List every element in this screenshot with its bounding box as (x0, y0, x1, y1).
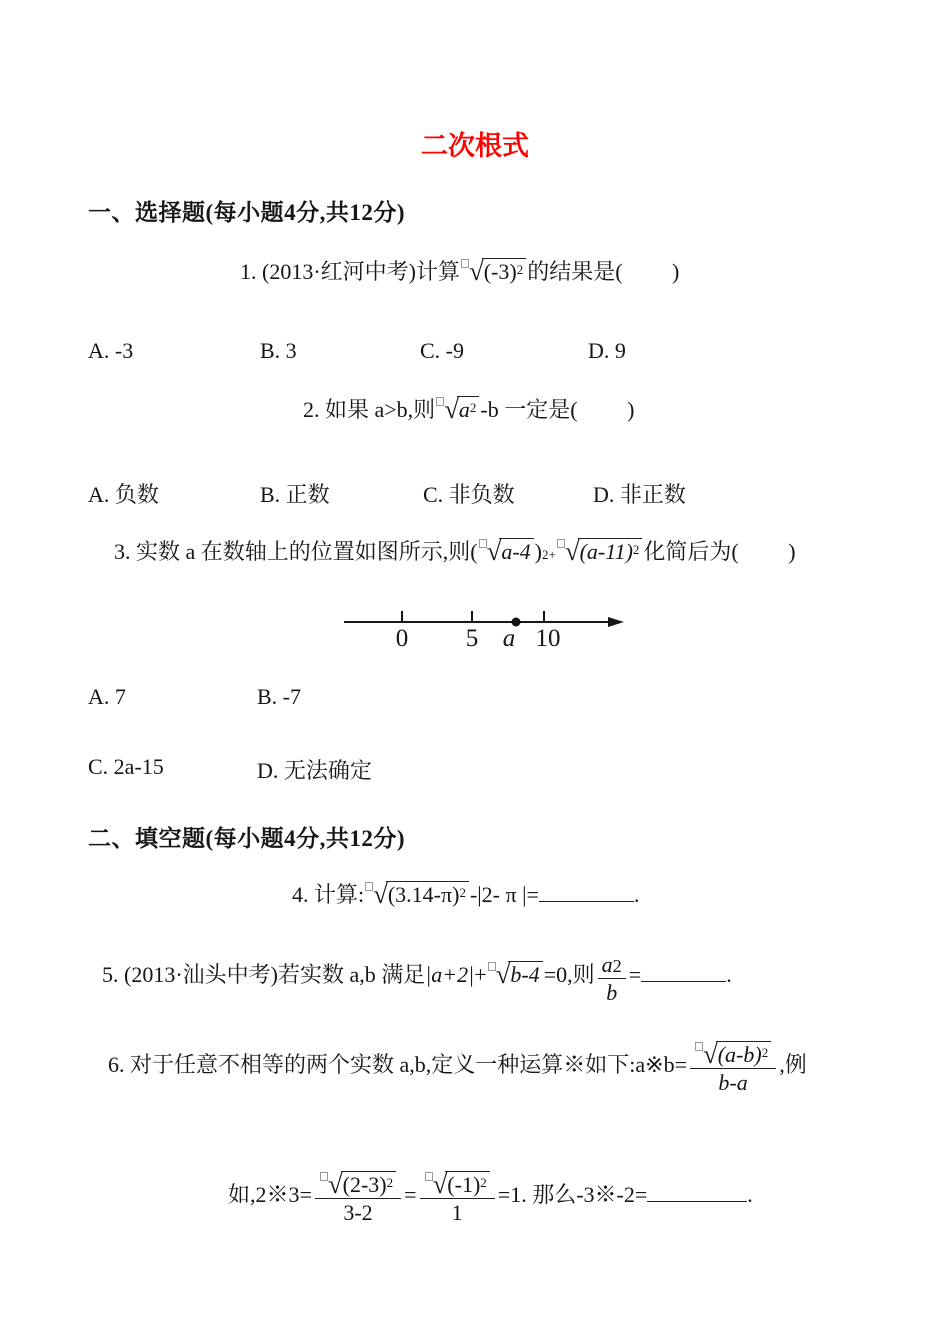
q1-radicand: (-3) (483, 259, 517, 284)
question-5 (102, 952, 732, 1016)
q3-text-post: 化简后为( ) (643, 539, 796, 564)
q3-option-b: B. -7 (257, 684, 301, 709)
sqrt-icon: √ (564, 536, 580, 566)
q6-exponent: 2 (761, 1045, 769, 1060)
q2-radical (436, 395, 479, 423)
question-4 (292, 878, 639, 909)
question-6-example (228, 1169, 753, 1236)
q2-option-d: D. 非正数 (593, 482, 686, 507)
sqrt-icon: √ (486, 536, 502, 566)
q6ex-exponent-1: 2 (386, 1175, 394, 1190)
q5-frac-numerator: a (601, 952, 613, 977)
q6-frac-denominator: b-a (718, 1070, 748, 1096)
q1-radical (461, 257, 526, 285)
q5-radicand: b-4 (510, 962, 540, 987)
q4-text-mid: -|2- π |= (469, 882, 539, 907)
q6ex-radicand-2: (-1) (447, 1172, 481, 1197)
q5-text-end: . (726, 962, 732, 987)
q6ex-frac2-denominator: 1 (451, 1200, 463, 1226)
q6ex-radical-1 (320, 1170, 396, 1197)
q3-option-c: C. 2a-15 (88, 754, 164, 779)
q2-option-c: C. 非负数 (423, 482, 515, 507)
question-1 (240, 255, 679, 286)
question-2 (303, 393, 634, 424)
q6ex-exponent-2: 2 (480, 1175, 487, 1190)
q5-radical (488, 960, 543, 988)
q6ex-fraction-2 (420, 1170, 495, 1226)
q5-text-pre: 5. (2013·汕头中考)若实数 a,b 满足 (102, 962, 426, 987)
q5-equals: = (628, 962, 642, 987)
q1-exponent: 2 (516, 262, 524, 277)
q6ex-radicand-1: (2-3) (342, 1172, 387, 1197)
q6-text-post: ,例 (779, 1052, 807, 1077)
point-label-a: a (502, 625, 516, 652)
q6ex-text-end: . (747, 1182, 753, 1207)
q6ex-text-pre: 如,2※3= (228, 1182, 312, 1207)
q1-text-post: 的结果是( ) (527, 259, 680, 284)
sqrt-icon: √ (432, 1169, 448, 1199)
q6-radical (695, 1040, 771, 1067)
q3-radical-2 (557, 537, 643, 565)
q1-text-pre: 1. (2013·红河中考)计算 (240, 259, 460, 284)
question-6 (108, 1039, 807, 1106)
q6ex-answer-blank (647, 1200, 747, 1202)
q3-radicand-2: (a-11) (579, 539, 633, 564)
sqrt-icon: √ (444, 394, 459, 424)
q6ex-equals-1: = (404, 1182, 417, 1207)
q3-radicand-1: a-4 (501, 539, 531, 564)
q2-text-pre: 2. 如果 a>b,则 (303, 397, 436, 422)
q1-option-c: C. -9 (420, 338, 464, 363)
q1-option-b: B. 3 (260, 338, 297, 363)
q3-option-a: A. 7 (88, 684, 126, 709)
q5-fraction (598, 952, 626, 1006)
q3-exponent-2: 2 (632, 542, 640, 557)
q4-radical (365, 880, 469, 908)
q2-text-post: -b 一定是( ) (480, 397, 635, 422)
q5-text-mid: =0,则 (543, 962, 595, 987)
q5-plus: + (474, 962, 487, 987)
q5-answer-blank (641, 980, 726, 982)
q5-absolute-value: |a+2| (425, 962, 475, 987)
number-line (342, 592, 632, 652)
q1-option-d: D. 9 (588, 338, 626, 363)
q3-option-d: D. 无法确定 (257, 758, 372, 783)
q6-radicand: (a-b) (717, 1042, 762, 1067)
q3-text-pre: 3. 实数 a 在数轴上的位置如图所示,则( (114, 539, 478, 564)
arrow-right-icon (608, 617, 624, 627)
sqrt-icon: √ (495, 959, 511, 989)
q6ex-frac1-denominator: 3-2 (343, 1200, 373, 1226)
q4-radicand: (3.14-π) (387, 882, 460, 907)
q5-frac-num-exponent: 2 (612, 956, 622, 976)
q1-option-a: A. -3 (88, 338, 134, 363)
q2-option-b: B. 正数 (260, 482, 330, 507)
question-3: 3. 实数 a 在数轴上的位置如图所示,则( √ a-4 ) 2+ √ $(a-11)^2$ 化简后为( ) (114, 536, 796, 566)
q2-exponent: 2 (469, 400, 477, 415)
tick-label-5: 5 (465, 625, 479, 652)
sqrt-icon: √ (327, 1169, 343, 1199)
q4-answer-blank (539, 900, 634, 902)
q2-radicand: a (458, 397, 470, 422)
page-title: 二次根式 (421, 131, 529, 161)
q6ex-text-mid: =1. 那么-3※-2= (497, 1182, 648, 1207)
q2-option-a: A. 负数 (88, 482, 159, 507)
q4-text-pre: 4. 计算: (292, 882, 365, 907)
q4-text-end: . (633, 882, 640, 907)
section-1-heading: 一、选择题(每小题4分,共12分) (88, 200, 406, 225)
sqrt-icon: √ (468, 256, 484, 286)
q6-text-pre: 6. 对于任意不相等的两个实数 a,b,定义一种运算※如下:a※b= (108, 1052, 687, 1077)
q6ex-fraction-1 (315, 1170, 401, 1226)
q6ex-radical-2 (425, 1170, 490, 1197)
q5-frac-denominator: b (606, 980, 618, 1006)
q3-radical-1 (479, 537, 534, 565)
q3-close-paren: ) (534, 539, 542, 564)
sqrt-icon: √ (702, 1039, 718, 1069)
q6-fraction (690, 1040, 776, 1096)
section-2-heading: 二、填空题(每小题4分,共12分) (88, 826, 406, 851)
tick-label-0: 0 (395, 625, 409, 652)
tick-label-10: 10 (535, 625, 561, 652)
q4-exponent: 2 (459, 885, 466, 900)
sqrt-icon: √ (373, 879, 388, 909)
